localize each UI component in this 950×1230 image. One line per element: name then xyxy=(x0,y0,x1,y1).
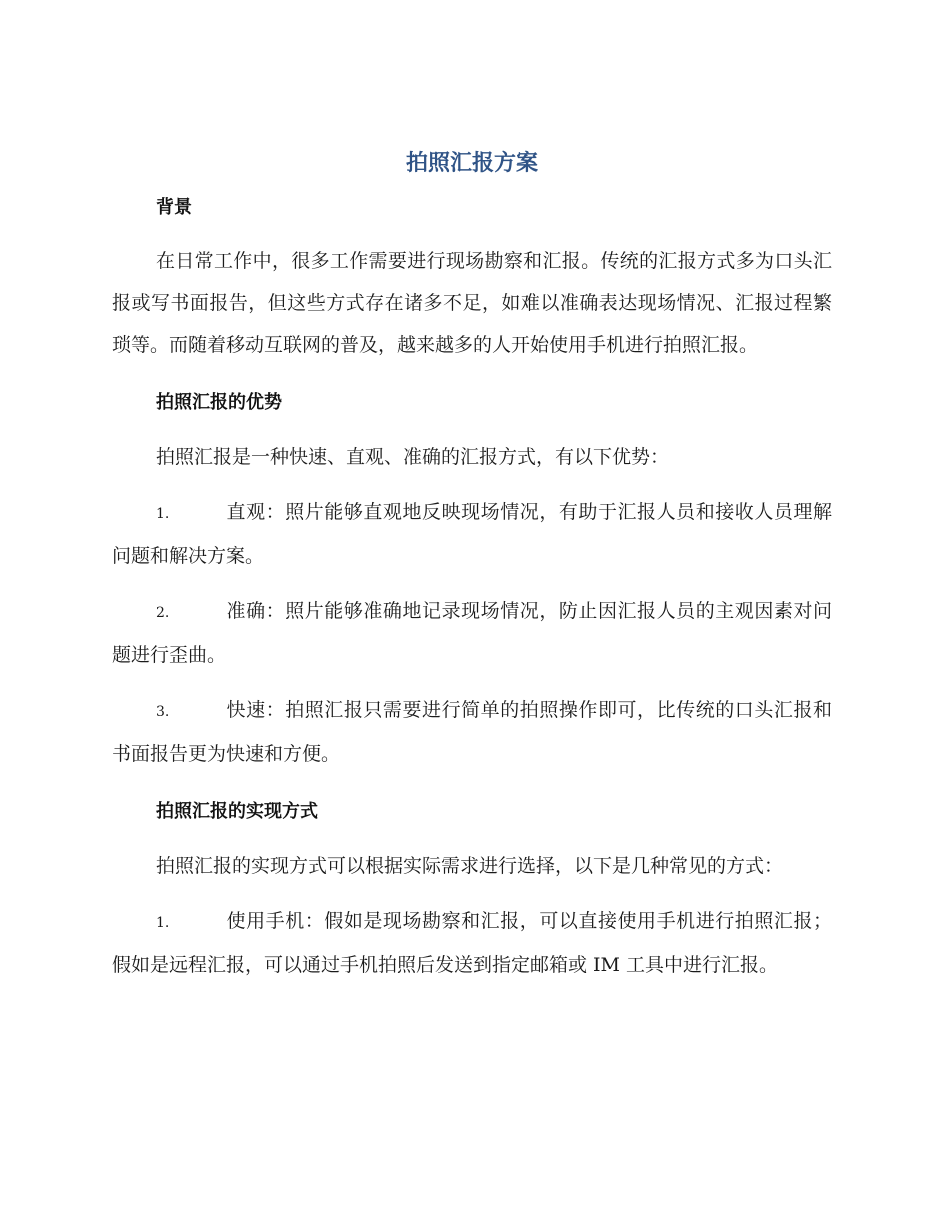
list-item-text: 使用手机：假如是现场勘察和汇报，可以直接使用手机进行拍照汇报；假如是远程汇报，可以通过手机拍照后发送到指定邮箱或 IM 工具中进行汇报。 xyxy=(112,910,832,976)
advantages-intro-paragraph: 拍照汇报是一种快速、直观、准确的汇报方式，有以下优势： xyxy=(156,446,670,468)
list-item-number: 2. xyxy=(156,605,170,621)
list-item xyxy=(112,491,832,577)
section-heading-implementation: 拍照汇报的实现方式 xyxy=(156,801,318,822)
list-item-text: 直观：照片能够直观地反映现场情况，有助于汇报人员和接收人员理解问题和解决方案。 xyxy=(112,501,832,567)
list-item xyxy=(112,689,832,775)
list-item-text: 准确：照片能够准确地记录现场情况，防止因汇报人员的主观因素对问题进行歪曲。 xyxy=(112,600,832,666)
list-item xyxy=(112,900,832,986)
list-item-number: 1. xyxy=(156,506,170,522)
list-item-number: 3. xyxy=(156,704,170,720)
list-item-text: 快速：拍照汇报只需要进行简单的拍照操作即可，比传统的口头汇报和书面报告更为快速和方便。 xyxy=(112,699,832,765)
list-item xyxy=(112,590,832,676)
list-item-number: 1. xyxy=(156,915,170,931)
section-heading-background: 背景 xyxy=(156,197,192,218)
document-title: 拍照汇报方案 xyxy=(405,151,538,176)
implementation-intro-paragraph: 拍照汇报的实现方式可以根据实际需求进行选择，以下是几种常见的方式： xyxy=(156,855,784,877)
background-paragraph: 在日常工作中，很多工作需要进行现场勘察和汇报。传统的汇报方式多为口头汇报或写书面报告，但这些方式存在诸多不足，如难以准确表达现场情况、汇报过程繁琐等。而随着移动互联网的普及，越来越多的人开始使用手机进行拍照汇报。 xyxy=(112,250,832,356)
section-heading-advantages: 拍照汇报的优势 xyxy=(156,392,282,413)
